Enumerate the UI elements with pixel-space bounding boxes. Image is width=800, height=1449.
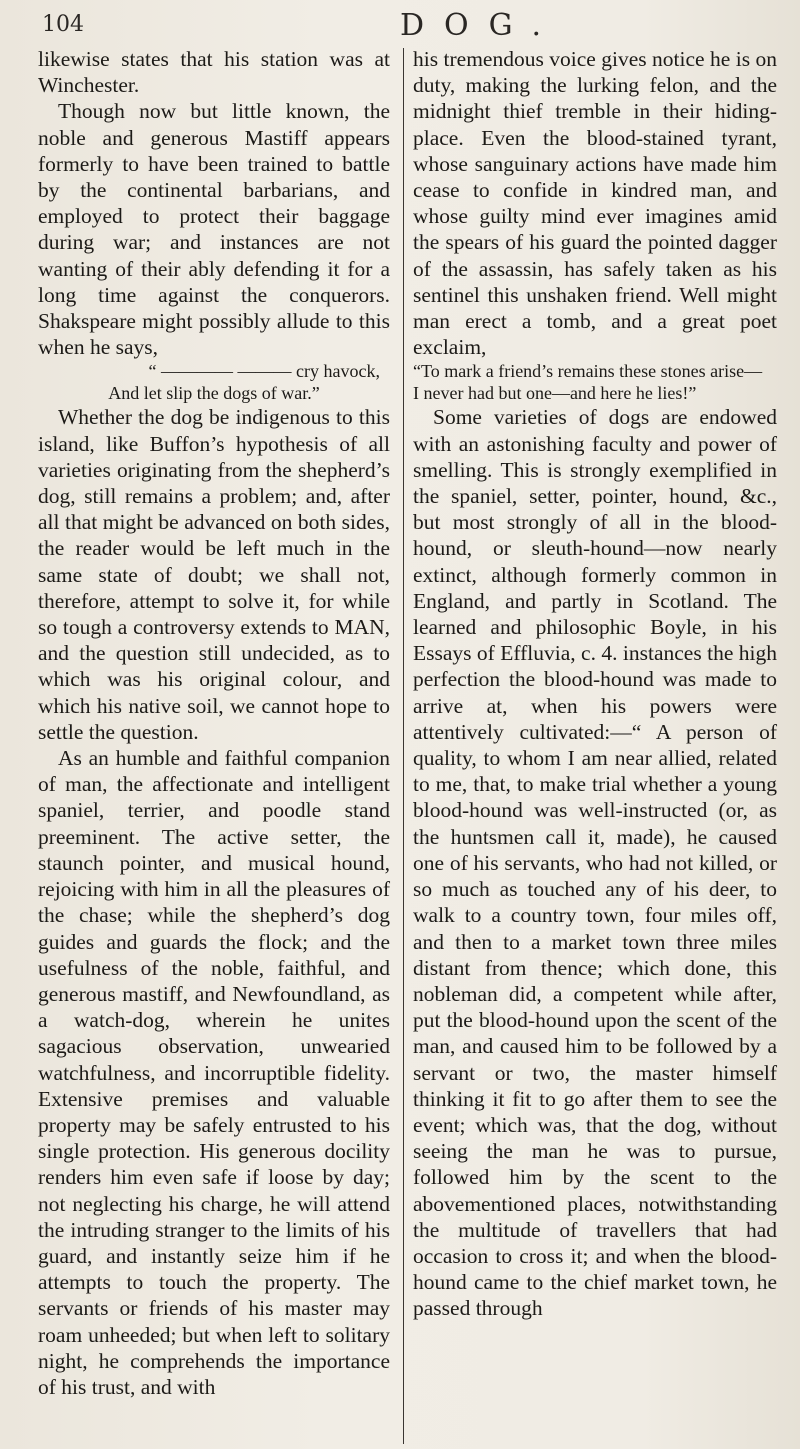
left-paragraph-2: Though now but little known, the noble and generous Mastiff appears formerly to have been trained to battle by the continental barbarians, and employed to protect their baggage during war; and instances are not wanting of their ably defending it for a long time against the conquerors. Shakspeare might possibly allude to this when he says, bbox=[38, 99, 390, 360]
left-paragraph-4: As an humble and faithful companion of man, the affectionate and intelligent spaniel, terrier, and poodle stand preeminent. The active setter, the staunch pointer, and musical hound, rejoicing with him in all the pleasures of the chase; while the shepherd’s dog guides and guards the flock; and the usefulness of the noble, faithful, and generous mastiff, and Newfoundland, as a watch-dog, wherein he unites sagacious observation, unwearied watchfulness, and incorruptible fidelity. Extensive premises and valuable property may be safely entrusted to his single protection. His generous docility renders him even safe if loose by day; not neglecting his charge, he will attend the intruding stranger to the limits of his guard, and instantly seize him if he attempts to touch the property. The servants or friends of his master may roam unheeded; but when left to solitary night, he comprehends the importance of his trust, and with bbox=[38, 746, 390, 1399]
column-divider bbox=[403, 48, 404, 1444]
page-header bbox=[40, 6, 740, 46]
left-column bbox=[38, 46, 390, 1400]
left-paragraph-3: Whether the dog be indigenous to this island, like Buffon’s hypothesis of all varieties originating from the shepherd’s dog, still remains a problem; and, after all that might be advanced on both sides, the reader would be left much in the same state of doubt; we shall not, therefore, attempt to solve it, for while so tough a controversy extends to MAN, and the question still undecided, as to which was his original colour, and which his native soil, we cannot hope to settle the question. bbox=[38, 405, 390, 744]
page-number: 104 bbox=[42, 12, 84, 37]
left-paragraph-1: likewise states that his station was at Winchester. bbox=[38, 47, 390, 98]
right-verse-line-1: “To mark a friend’s remains these stones arise— bbox=[413, 361, 763, 382]
running-head: DOG. bbox=[400, 8, 562, 43]
left-verse-line-2: And let slip the dogs of war.” bbox=[108, 383, 320, 404]
right-column bbox=[413, 46, 777, 1322]
right-paragraph-2: Some varieties of dogs are endowed with an astonishing faculty and power of smelling. This is strongly exemplified in the spaniel, setter, pointer, hound, &c., but most strongly of all in the blood-hound, or sleuth-hound—now nearly extinct, although formerly common in England, and partly in Scotland. The learned and philosophic Boyle, in his Essays of Effluvia, c. 4. instances the high perfection the blood-hound was made to arrive at, when his powers were attentively cultivated:—“ A person of quality, to whom I am near allied, related to me, that, to make trial whether a young blood-hound was well-instructed (or, as the huntsmen call it, made), he caused one of his servants, who had not killed, or so much as touched any of his deer, to walk to a country town, four miles off, and then to a market town three miles distant from thence; which done, this nobleman did, a competent while after, put the blood-hound upon the scent of the man, and caused him to be followed by a servant or two, the master himself thinking it fit to go after them to see the event; which was, that the dog, without seeing the man he was to pursue, followed him by the scent to the abovementioned places, notwithstanding the multitude of travellers that had occasion to cross it; and when the blood-hound came to the chief market town, he passed through bbox=[413, 405, 777, 1321]
right-paragraph-1: his tremendous voice gives notice he is on duty, making the lurking felon, and the midnight thief tremble in their hiding-place. Even the blood-stained tyrant, whose sanguinary actions have made him cease to confide in kindred man, and whose guilty mind ever imagines amid the spears of his guard the pointed dagger of the assassin, has safely taken as his sentinel this unshaken friend. Well might man erect a tomb, and a great poet exclaim, bbox=[413, 47, 777, 360]
right-verse-line-2: I never had but one—and here he lies!” bbox=[413, 383, 697, 404]
left-verse-line-1: “ ———— ——— cry havock, bbox=[148, 361, 380, 382]
